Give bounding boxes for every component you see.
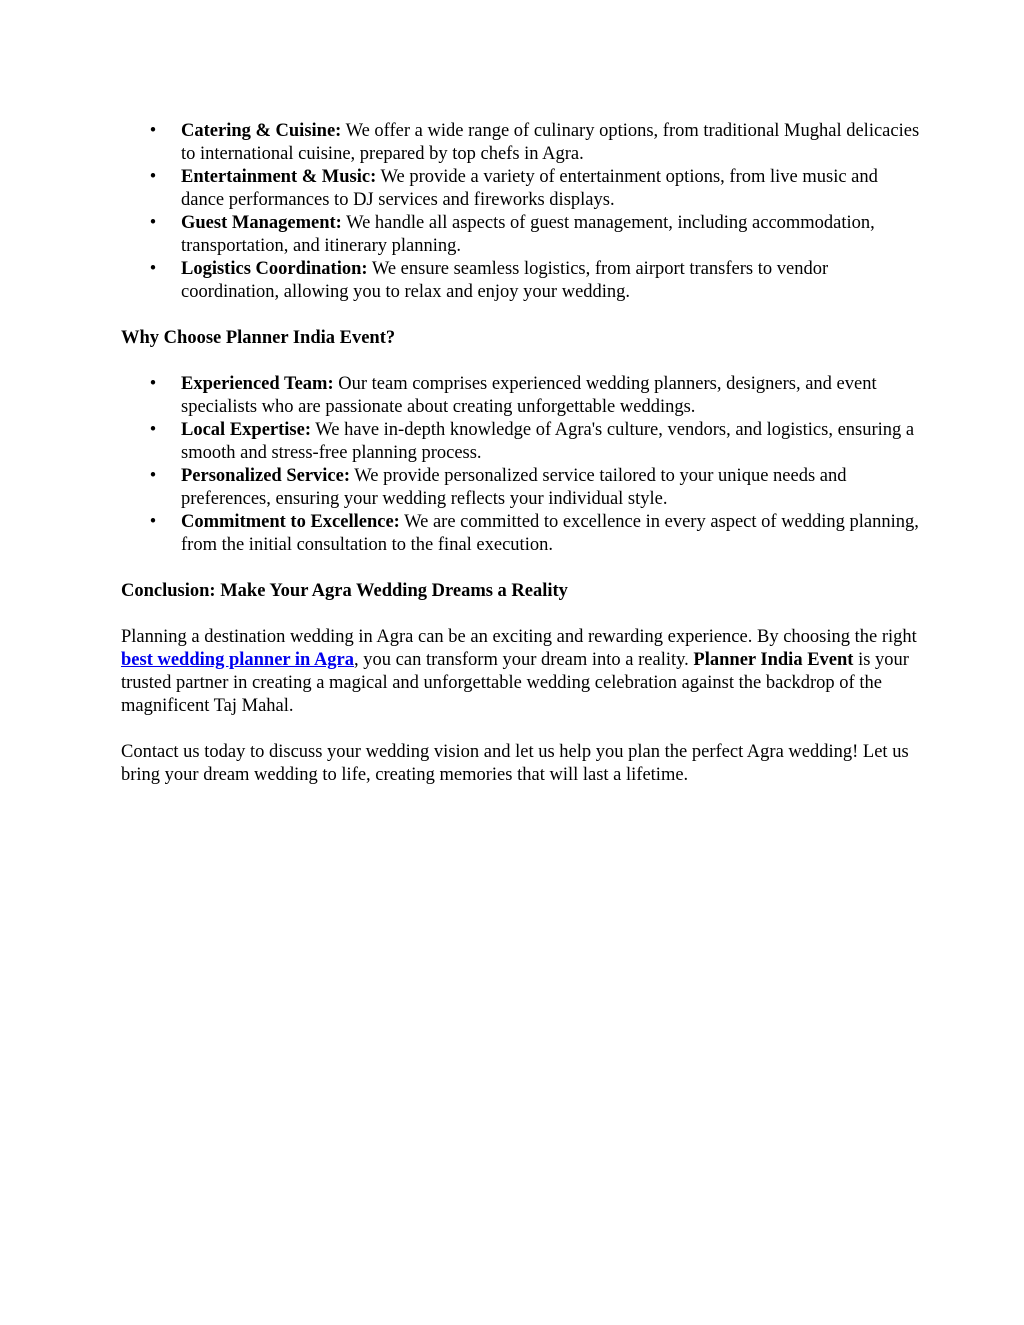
- list-item: [121, 511, 921, 557]
- list-item-title: Local Expertise:: [181, 420, 311, 440]
- contact-paragraph: Contact us today to discuss your wedding vision and let us help you plan the perfect Agra wedding! Let us bring your dream wedding to life, creating memories that will last a lifetime.: [121, 742, 909, 785]
- bullet-icon: •: [149, 167, 157, 187]
- bullet-icon: •: [149, 121, 157, 141]
- list-item: [121, 212, 921, 258]
- list-item-text: We offer a wide range of culinary options, from traditional Mughal delicacies to international cuisine, prepared by top chefs in Agra.: [181, 121, 920, 164]
- bullet-icon: •: [149, 259, 157, 279]
- conclusion-heading: Conclusion: Make Your Agra Wedding Dreams a Reality: [121, 581, 568, 601]
- bullet-icon: •: [149, 466, 157, 486]
- bullet-icon: •: [149, 512, 157, 532]
- list-item-title: Guest Management:: [181, 213, 342, 233]
- document-page: [121, 120, 921, 787]
- brand-name: Planner India Event: [693, 650, 854, 670]
- conclusion-paragraph: [121, 626, 921, 718]
- list-item-title: Experienced Team:: [181, 374, 334, 394]
- list-item-text: We handle all aspects of guest management, including accommodation, transportation, and itinerary planning.: [181, 213, 875, 256]
- list-item: [121, 373, 921, 419]
- list-item-text: We provide a variety of entertainment options, from live music and dance performances to DJ services and fireworks displays.: [181, 167, 878, 210]
- list-item-text: We provide personalized service tailored to your unique needs and preferences, ensuring your wedding reflects your individual style.: [181, 466, 847, 509]
- list-item: [121, 465, 921, 511]
- list-item-title: Logistics Coordination:: [181, 259, 368, 279]
- list-item: [121, 258, 921, 304]
- wedding-planner-link[interactable]: best wedding planner in Agra: [121, 650, 355, 670]
- conclusion-text: is your trusted partner in creating a magical and unforgettable wedding celebration against the backdrop of the magnificent Taj Mahal.: [121, 650, 909, 716]
- list-item: [121, 120, 921, 166]
- why-choose-heading: Why Choose Planner India Event?: [121, 328, 396, 348]
- why-choose-list: [121, 373, 921, 557]
- list-item-title: Personalized Service:: [181, 466, 351, 486]
- paragraph-spacer: [121, 718, 921, 741]
- list-item-text: We are committed to excellence in every aspect of wedding planning, from the initial consultation to the final execution.: [181, 512, 919, 555]
- list-item-title: Catering & Cuisine:: [181, 121, 342, 141]
- list-item-title: Entertainment & Music:: [181, 167, 377, 187]
- list-item: [121, 419, 921, 465]
- list-item-text: We have in-depth knowledge of Agra's culture, vendors, and logistics, ensuring a smooth and stress-free planning process.: [181, 420, 915, 463]
- list-item-text: We ensure seamless logistics, from airport transfers to vendor coordination, allowing you to relax and enjoy your wedding.: [181, 259, 829, 302]
- services-list: [121, 120, 921, 304]
- conclusion-text: Planning a destination wedding in Agra can be an exciting and rewarding experience. By choosing the right: [121, 627, 917, 647]
- list-item-title: Commitment to Excellence:: [181, 512, 400, 532]
- bullet-icon: •: [149, 374, 157, 394]
- conclusion-text: , you can transform your dream into a reality.: [354, 650, 694, 670]
- list-item: [121, 166, 921, 212]
- bullet-icon: •: [149, 213, 157, 233]
- list-item-text: Our team comprises experienced wedding planners, designers, and event specialists who are passionate about creating unforgettable weddings.: [181, 374, 877, 417]
- bullet-icon: •: [149, 420, 157, 440]
